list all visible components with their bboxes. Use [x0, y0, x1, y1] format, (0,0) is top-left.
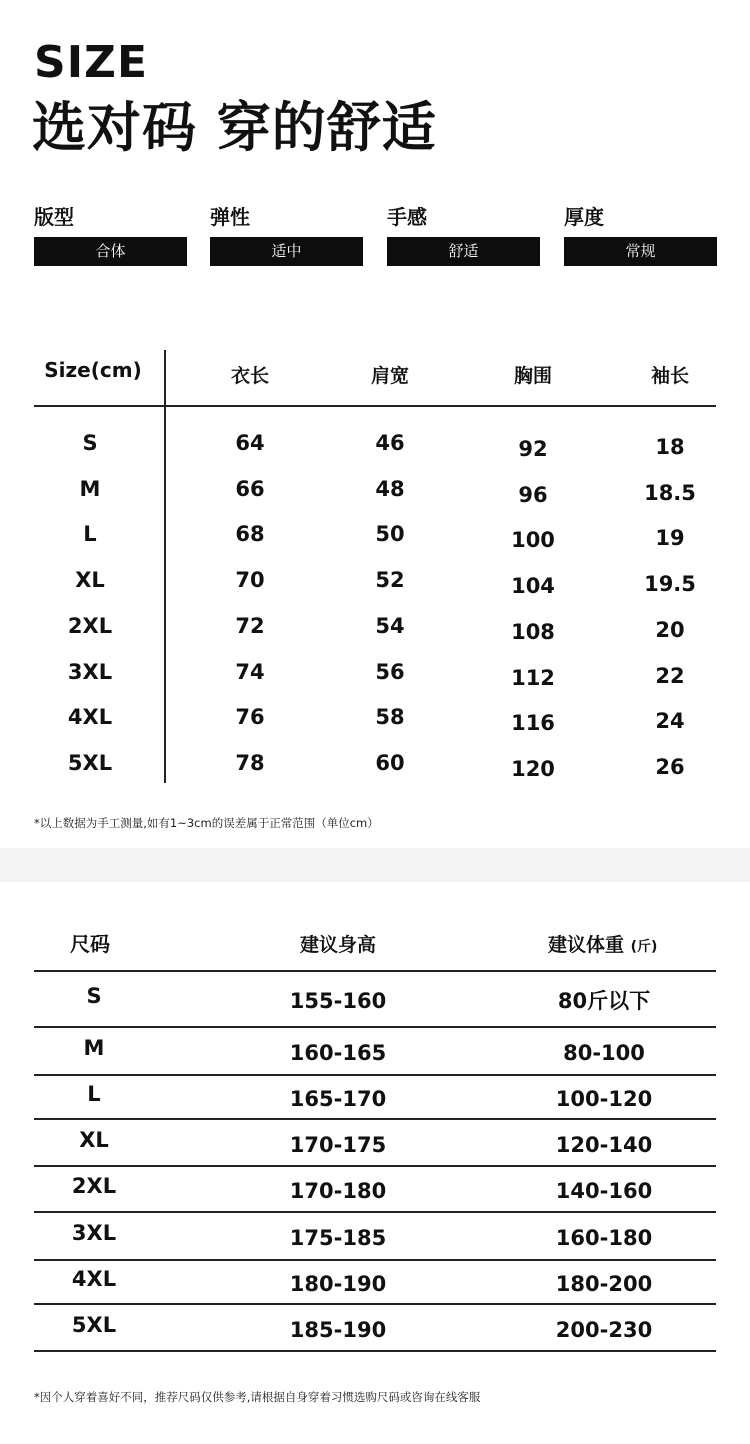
- size-table-header-size: Size(cm): [44, 358, 142, 382]
- size-cell-chest: 108: [511, 619, 555, 644]
- fit-cell-size: M: [83, 1036, 105, 1060]
- size-cell-sleeve: 18.5: [644, 480, 696, 505]
- fit-cell-size: XL: [79, 1127, 109, 1152]
- size-cell-sleeve: 19.5: [644, 572, 696, 597]
- fit-table-note: *因个人穿着喜好不同，推荐尺码仅供参考,请根据自身穿着习惯选购尺码或咨询在线客服: [34, 1390, 481, 1404]
- size-cell-chest: 92: [518, 437, 548, 461]
- size-cell-shoulder: 50: [375, 522, 405, 547]
- fit-cell-weight: 120-140: [555, 1132, 653, 1157]
- size-cell-shoulder: 58: [375, 705, 405, 730]
- fit-cell-size: 5XL: [71, 1312, 117, 1337]
- fit-cell-size: 4XL: [71, 1267, 117, 1291]
- size-table-header-length: 衣长: [230, 365, 269, 387]
- size-table-note: *以上数据为手工测量,如有1~3cm的误差属于正常范围（单位cm）: [34, 816, 379, 830]
- size-cell-length: 74: [235, 659, 265, 684]
- size-cell-length: 66: [235, 476, 265, 501]
- size-cell-length: 70: [235, 568, 265, 593]
- fit-cell-weight: 160-180: [555, 1226, 653, 1250]
- size-cell-length: 68: [235, 522, 265, 547]
- fit-table-header-weight-unit: (斤): [630, 939, 658, 955]
- size-cell-chest: 100: [511, 528, 555, 553]
- size-cell-sleeve: 22: [655, 663, 685, 688]
- fit-table-row-divider: [34, 1259, 716, 1261]
- size-cell-sleeve: 24: [655, 709, 685, 734]
- size-cell-shoulder: 60: [375, 750, 405, 775]
- size-cell-chest: 120: [511, 756, 555, 781]
- fit-cell-weight: 140-160: [555, 1179, 653, 1203]
- fit-cell-weight: 100-120: [555, 1087, 653, 1111]
- size-cell-chest: 116: [511, 711, 555, 736]
- size-cell-size: 4XL: [67, 705, 113, 730]
- size-cell-size: 5XL: [67, 750, 113, 775]
- size-cell-length: 72: [235, 613, 265, 638]
- size-cell-size: 2XL: [67, 613, 113, 638]
- size-cell-sleeve: 26: [655, 754, 685, 779]
- fit-cell-weight: 80斤以下: [557, 989, 651, 1013]
- fit-cell-size: 2XL: [71, 1174, 117, 1198]
- attr-label-feel: 手感: [387, 205, 427, 229]
- size-cell-shoulder: 52: [375, 568, 405, 593]
- fit-cell-height: 170-175: [289, 1132, 387, 1157]
- attr-label-elasticity: 弹性: [210, 205, 250, 229]
- fit-cell-height: 175-185: [289, 1226, 387, 1250]
- fit-cell-weight: 180-200: [555, 1272, 653, 1296]
- size-table-header-chest: 胸围: [513, 365, 552, 387]
- size-cell-shoulder: 54: [375, 613, 405, 638]
- fit-cell-height: 180-190: [289, 1272, 387, 1296]
- fit-table-row-divider: [34, 1211, 716, 1213]
- fit-table-row-divider: [34, 1074, 716, 1076]
- fit-table-row-divider: [34, 1026, 716, 1028]
- fit-cell-weight: 80-100: [563, 1041, 645, 1065]
- fit-cell-height: 185-190: [289, 1317, 387, 1342]
- fit-cell-size: S: [86, 984, 102, 1008]
- fit-table-row-divider: [34, 1303, 716, 1305]
- size-cell-length: 76: [235, 705, 265, 730]
- size-cell-chest: 96: [518, 482, 548, 507]
- size-cell-size: 3XL: [67, 659, 113, 684]
- fit-table-row-divider: [34, 1118, 716, 1120]
- size-cell-sleeve: 20: [655, 617, 685, 642]
- fit-cell-size: L: [87, 1082, 101, 1106]
- attr-value-elasticity: 适中: [210, 237, 363, 266]
- fit-cell-height: 165-170: [289, 1087, 387, 1111]
- fit-table-row-divider: [34, 1350, 716, 1352]
- attr-value-fit: 合体: [34, 237, 187, 266]
- size-cell-size: M: [79, 476, 101, 501]
- title-subtitle: 选对码 穿的舒适: [32, 96, 437, 159]
- attr-label-thickness: 厚度: [564, 205, 604, 229]
- size-cell-size: L: [83, 522, 97, 547]
- fit-table-header-weight-label: 建议体重: [548, 934, 625, 956]
- attr-value-thickness: 常规: [564, 237, 717, 266]
- size-cell-shoulder: 46: [375, 431, 405, 455]
- size-cell-length: 78: [235, 750, 265, 775]
- fit-cell-weight: 200-230: [555, 1317, 653, 1342]
- fit-cell-height: 155-160: [289, 989, 387, 1013]
- size-cell-sleeve: 19: [655, 526, 685, 551]
- fit-cell-height: 160-165: [289, 1041, 387, 1065]
- size-cell-size: XL: [75, 568, 105, 593]
- fit-table-header-height: 建议身高: [299, 934, 376, 956]
- attr-label-fit: 版型: [34, 205, 74, 229]
- fit-cell-size: 3XL: [71, 1221, 117, 1245]
- fit-table-row-divider: [34, 1165, 716, 1167]
- size-table-vertical-divider: [164, 350, 166, 783]
- title-size: SIZE: [34, 37, 149, 88]
- size-cell-chest: 112: [511, 665, 555, 690]
- size-cell-sleeve: 18: [655, 435, 685, 459]
- size-table-header-sleeve: 袖长: [650, 365, 689, 387]
- size-cell-shoulder: 48: [375, 476, 405, 501]
- section-divider-band: [0, 848, 750, 882]
- fit-table-row-divider: [34, 970, 716, 972]
- fit-cell-height: 170-180: [289, 1179, 387, 1203]
- size-cell-shoulder: 56: [375, 659, 405, 684]
- fit-table-header-weight: [548, 930, 708, 957]
- size-table-header-shoulder: 肩宽: [370, 365, 409, 387]
- size-cell-size: S: [82, 431, 98, 455]
- size-cell-length: 64: [235, 431, 265, 455]
- size-cell-chest: 104: [511, 574, 555, 599]
- fit-table-header-size: 尺码: [70, 932, 110, 956]
- size-table-header-divider: [34, 405, 716, 407]
- attr-value-feel: 舒适: [387, 237, 540, 266]
